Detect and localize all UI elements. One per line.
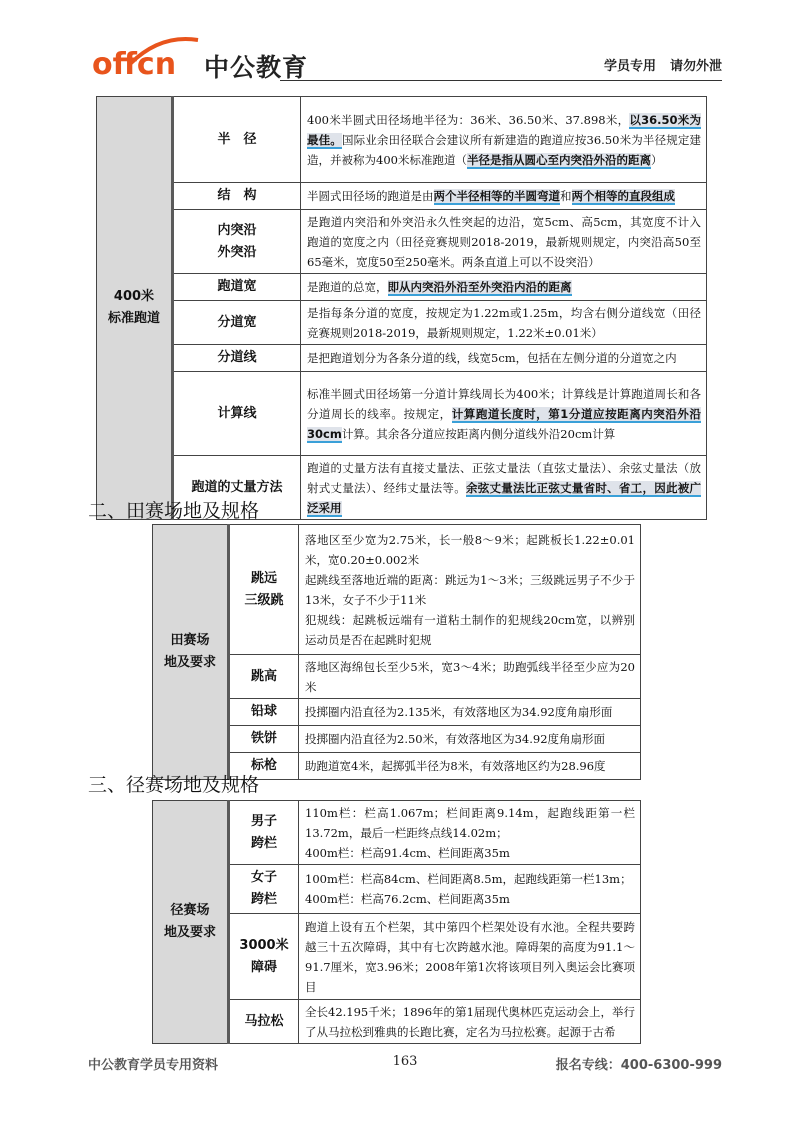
row-label-lane-width: 分道宽 [173, 301, 301, 345]
row-desc-lane-width: 是指每条分道的宽度，按规定为1.22m或1.25m，均含右侧分道线宽（田径竞赛规则2018-2019，最新规则规定，1.22米±0.01米） [301, 301, 707, 345]
row-label-measuring-method: 跑道的丈量方法 [173, 456, 301, 520]
row-desc-structure: 半圆式田径场的跑道是由两个半径相等的半圆弯道和两个相等的直段组成 [301, 183, 707, 210]
row-label-track-width: 跑道宽 [173, 274, 301, 301]
section-heading-field: 二、田赛场地及规格 [88, 500, 260, 522]
row-desc-steeplechase: 跑道上设有五个栏架，其中第四个栏架处设有水池。全程共要跨越三十五次障碍，其中有七次跨越水池。障碍架的高度为91.1～91.7厘米，宽3.96米；2008年第1次将该项目列入奥运会比赛项目 [299, 914, 641, 1000]
header-tags [604, 55, 722, 74]
page-footer [88, 1052, 722, 1076]
brand-name: 中公教育 [204, 53, 309, 82]
row-label-discus: 铁饼 [229, 726, 299, 753]
page-number: 163 [392, 1054, 418, 1069]
row-label-long-jump: 跳远 三级跳 [229, 525, 299, 655]
offcn-logo [90, 34, 202, 80]
row-desc-javelin: 助跑道宽4米，起掷弧半径为8米，有效落地区约为28.96度 [299, 753, 641, 780]
row-desc-track-width: 是跑道的总宽，即从内突沿外沿至外突沿内沿的距离 [301, 274, 707, 301]
row-label-shot-put: 铅球 [229, 699, 299, 726]
row-label-curb: 内突沿 外突沿 [173, 210, 301, 274]
row-label-marathon: 马拉松 [229, 1000, 299, 1044]
row-desc-radius: 400米半圆式田径场地半径为：36米、36.50米、37.898米，以36.50米为最佳。国际业余田径联合会建议所有新建造的跑道应按36.50米为半径规定建造，并被称为400米标准跑道（半径是指从圆心至内突沿外沿的距离） [301, 97, 707, 183]
page-header [90, 34, 722, 82]
row-label-lane-line: 分道线 [173, 345, 301, 372]
row-label-men-hurdles: 男子 跨栏 [229, 801, 299, 865]
row-desc-high-jump: 落地区海绵包长至少5米，宽3～4米；助跑弧线半径至少应为20米 [299, 655, 641, 699]
row-desc-measure-line: 标准半圆式田径场第一分道计算线周长为400米；计算线是计算跑道周长和各分道周长的线率。按规定，计算跑道长度时，第1分道应按距离内突沿外沿30cm计算。其余各分道应按距离内侧分道线外沿20cm计算 [301, 372, 707, 456]
row-desc-measuring-method: 跑道的丈量方法有直接丈量法、正弦丈量法（直弦丈量法）、余弦丈量法（放射式丈量法）、经纬丈量法等。余弦丈量法比正弦丈量省时、省工，因此被广泛采用 [301, 456, 707, 520]
section-heading-track: 三、径赛场地及规格 [88, 774, 260, 796]
header-rule [280, 80, 722, 81]
row-label-measure-line: 计算线 [173, 372, 301, 456]
row-desc-curb: 是跑道内突沿和外突沿永久性突起的边沿，宽5cm、高5cm，其宽度不计入跑道的宽度之内（田径竞赛规则2018-2019，最新规则规定，内突沿高50至65毫米，宽度50至250毫米。两条直道上可以不设突沿） [301, 210, 707, 274]
row-desc-marathon: 全长42.195千米；1896年的第1届现代奥林匹克运动会上，举行了从马拉松到雅典的长跑比赛，定名为马拉松赛。起源于古希 [299, 1000, 641, 1044]
footer-left-text: 中公教育学员专用资料 [88, 1058, 219, 1073]
row-label-radius: 半 径 [173, 97, 301, 183]
track400-group-label: 400米 标准跑道 [97, 97, 173, 520]
row-label-women-hurdles: 女子 跨栏 [229, 865, 299, 914]
field-group-label: 田赛场 地及要求 [153, 525, 229, 780]
row-desc-shot-put: 投掷圈内沿直径为2.135米，有效落地区为34.92度角扇形面 [299, 699, 641, 726]
header-tag-students: 学员专用 [603, 59, 656, 74]
track400-table [96, 96, 707, 520]
header-tag-confidential: 请勿外泄 [669, 59, 722, 74]
field-events-table [152, 524, 641, 780]
track-group-label: 径赛场 地及要求 [153, 801, 229, 1044]
row-desc-lane-line: 是把跑道划分为各条分道的线，线宽5cm，包括在左侧分道的分道宽之内 [301, 345, 707, 372]
row-desc-long-jump: 落地区至少宽为2.75米，长一般8～9米；起跳板长1.22±0.01米，宽0.20±0.002米 起跳线至落地近端的距离：跳远为1～3米；三级跳远男子不少于13米，女子不少于11米 犯规线：起跳板远端有一道粘土制作的犯规线20cm宽，以辨别运动员是否在起跳时犯规 [299, 525, 641, 655]
row-label-steeplechase: 3000米 障碍 [229, 914, 299, 1000]
row-label-structure: 结 构 [173, 183, 301, 210]
row-label-high-jump: 跳高 [229, 655, 299, 699]
row-desc-women-hurdles: 100m栏：栏高84cm、栏间距离8.5m，起跑线距第一栏13m； 400m栏：栏高76.2cm、栏间距离35m [299, 865, 641, 914]
row-label-javelin: 标枪 [229, 753, 299, 780]
footer-hotline: 报名专线：400-6300-999 [555, 1058, 722, 1073]
track-events-table [152, 800, 641, 1044]
logo-text: offcn [92, 47, 177, 80]
row-desc-men-hurdles: 110m栏：栏高1.067m；栏间距离9.14m，起跑线距第一栏13.72m，最后一栏距终点线14.02m； 400m栏：栏高91.4cm、栏间距离35m [299, 801, 641, 865]
row-desc-discus: 投掷圈内沿直径为2.50米，有效落地区为34.92度角扇形面 [299, 726, 641, 753]
